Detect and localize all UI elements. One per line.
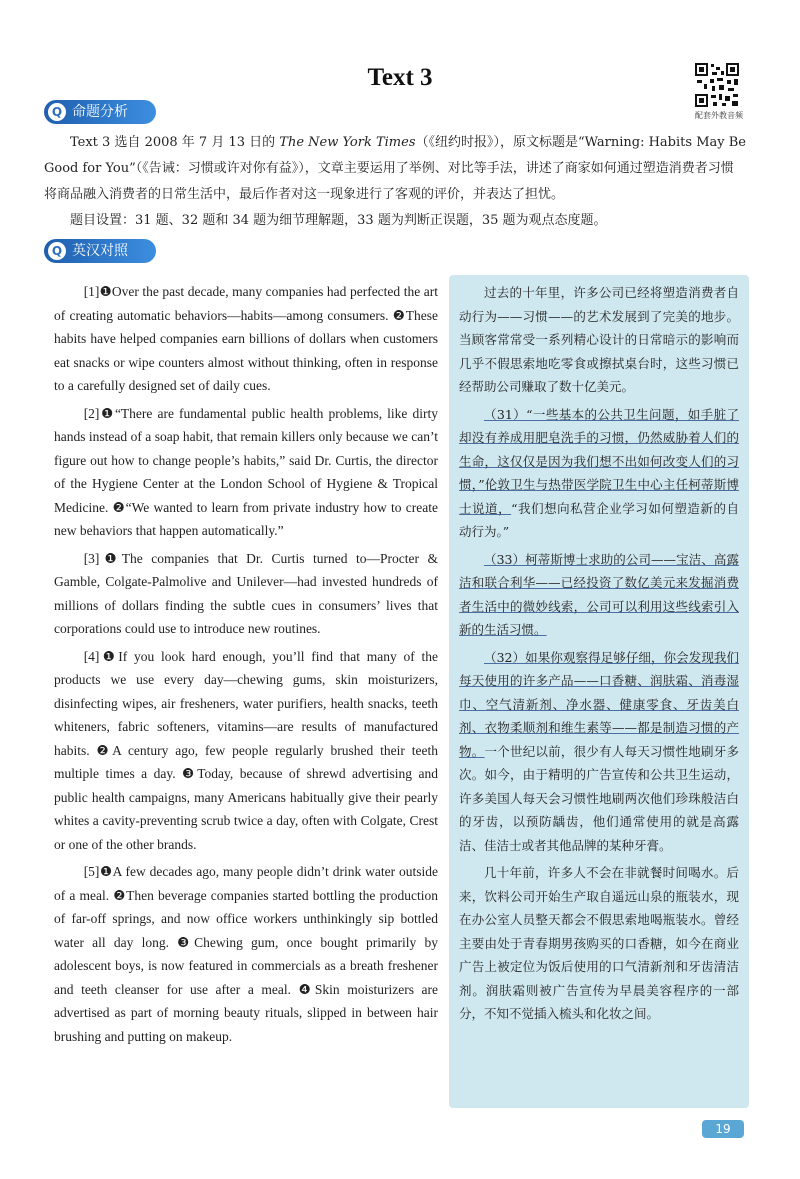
newspaper-name: The New York Times: [279, 135, 416, 150]
analysis-intro: [44, 130, 746, 208]
section-label-analysis: 命题分析: [72, 104, 128, 120]
section-tag-analysis: [44, 100, 156, 124]
search-icon: Q: [48, 103, 66, 121]
section-label-translation: 英汉对照: [72, 243, 128, 259]
chinese-underlined-text: （32）如果你观察得足够仔细，你会发现我们每天使用的许多产品——口香糖、润肤霜、消毒湿巾、空气清新剂、净水器、健康零食、牙齿美白剂、衣物柔顺剂和维生素等——都是制造习惯的产物。: [459, 649, 739, 759]
english-paragraph: [2]❶“There are fundamental public health problems, like dirty hands instead of a soap habit, that remain killers only because we can’t figure out how to change people’s habits,” said Dr. Curtis, the director of the Hygiene Center at the London School of Hygiene & Tropical Medicine. ❷“We wanted to learn from private industry how to create new behaviors that happen automatically.”: [54, 405, 438, 538]
chinese-paragraph: [459, 403, 739, 544]
chinese-column: [449, 275, 749, 1108]
chinese-text: 几十年前，许多人不会在非就餐时间喝水。后来，饮料公司开始生产取自遥远山泉的瓶装水，现在办公室人员整天都会不假思索地喝瓶装水。曾经主要由处于青春期男孩购买的口香糖，如今在商业广告上被定位为饭后使用的口气清新剂和牙齿清洁剂。润肤霜则被广告宣传为早晨美容程序的一部分，不知不觉插入梳头和化妆之间。: [459, 865, 739, 1021]
chinese-text: “我们想向私营企业学习如何塑造新的自动行为。”: [459, 500, 739, 539]
english-paragraph: [1]❶Over the past decade, many companies had perfected the art of creating automatic behaviors—habits—among consumers. ❷These habits have helped companies earn billions of dollars when customers eat snacks or wipe counters almost without thinking, often in response to a carefully designed set of daily cues.: [54, 284, 438, 393]
english-paragraph: [4]❶If you look hard enough, you’ll find that many of the products we use every day—chewing gums, skin moisturizers, disinfecting wipes, air fresheners, water purifiers, health snacks, teeth whiteners, fabric softeners, vitamins—are results of manufactured habits. ❷A century ago, few people regularly brushed their teeth multiple times a day. ❸Today, because of shrewd advertising and public health campaigns, many Americans habitually give their pearly whites a cavity-preventing scrub twice a day, often with Colgate, Crest or one of the other brands.: [54, 648, 438, 852]
chinese-paragraph: [459, 281, 739, 399]
chinese-paragraph: [459, 861, 739, 1026]
chinese-underlined-text: （31）“一些基本的公共卫生问题，如手脏了却没有养成用肥皂洗手的习惯，仍然威胁着人们的生命，这仅仅是因为我们想不出如何改变人们的习惯，”伦敦卫生与热带医学院卫生中心主任柯蒂斯博士说道，: [459, 406, 739, 516]
chinese-text: 过去的十年里，许多公司已经将塑造消费者自动行为——习惯——的艺术发展到了完美的地步。当顾客常常受一系列精心设计的日常暗示的影响而几乎不假思索地吃零食或擦拭桌台时，这些习惯已经帮助公司赚取了数十亿美元。: [459, 285, 739, 394]
chinese-paragraph: [459, 548, 739, 642]
english-paragraph: [5]❶A few decades ago, many people didn’t drink water outside of a meal. ❷Then beverage companies started bottling the production of far-off springs, and now office workers unthinkingly sip bottled water all day long. ❸Chewing gum, once bought primarily by adolescent boys, is now featured in commercials as a breath freshener and teeth cleanser for use after a meal. ❹Skin moisturizers are advertised as part of morning beauty rituals, slipped in between hair brushing and putting on makeup.: [54, 864, 438, 1044]
english-paragraph: [3]❶The companies that Dr. Curtis turned to—Procter & Gamble, Colgate-Palmolive and Unilever—had invested hundreds of millions of dollars finding the subtle cues in consumers’ lives that corporations could use to introduce new routines.: [54, 550, 438, 636]
search-icon: Q: [48, 242, 66, 260]
analysis-questions: 题目设置：31 题、32 题和 34 题为细节理解题，33 题为判断正误题，35 题为观点态度题。: [70, 213, 607, 228]
english-column: [54, 280, 438, 1052]
qr-code-icon: [694, 62, 740, 108]
section-tag-translation: [44, 239, 156, 263]
chinese-text: 一个世纪以前，很少有人每天习惯性地刷牙多次。如今，由于精明的广告宣传和公共卫生运动，许多美国人每天会习惯性地刷两次他们珍珠般洁白的牙齿，以预防龋齿，他们通常使用的就是高露洁、佳洁士或者其他品牌的某种牙膏。: [459, 743, 739, 853]
chinese-paragraph: [459, 646, 739, 858]
analysis-intro-suffix: （《纽约时报》），原文标题是“Warning: Habits May Be Good for You”（《告诫：习惯或许对你有益》），文章主要运用了举例、对比等手法，讲述了商家如何通过塑造消费者习惯将商品融入消费者的日常生活中，最后作者对这一现象进行了客观的评价，并表达了担忧。: [44, 135, 746, 202]
chinese-underlined-text: （33）柯蒂斯博士求助的公司——宝洁、高露洁和联合利华——已经投资了数亿美元来发掘消费者生活中的微妙线索，公司可以利用这些线索引入新的生活习惯。: [459, 551, 739, 637]
qr-caption: 配套外教音频: [695, 111, 743, 120]
analysis-intro-prefix: Text 3 选自 2008 年 7 月 13 日的: [70, 135, 280, 150]
page-title: Text 3: [367, 64, 433, 91]
analysis-block: [44, 130, 746, 234]
page-number: 19: [702, 1120, 744, 1138]
